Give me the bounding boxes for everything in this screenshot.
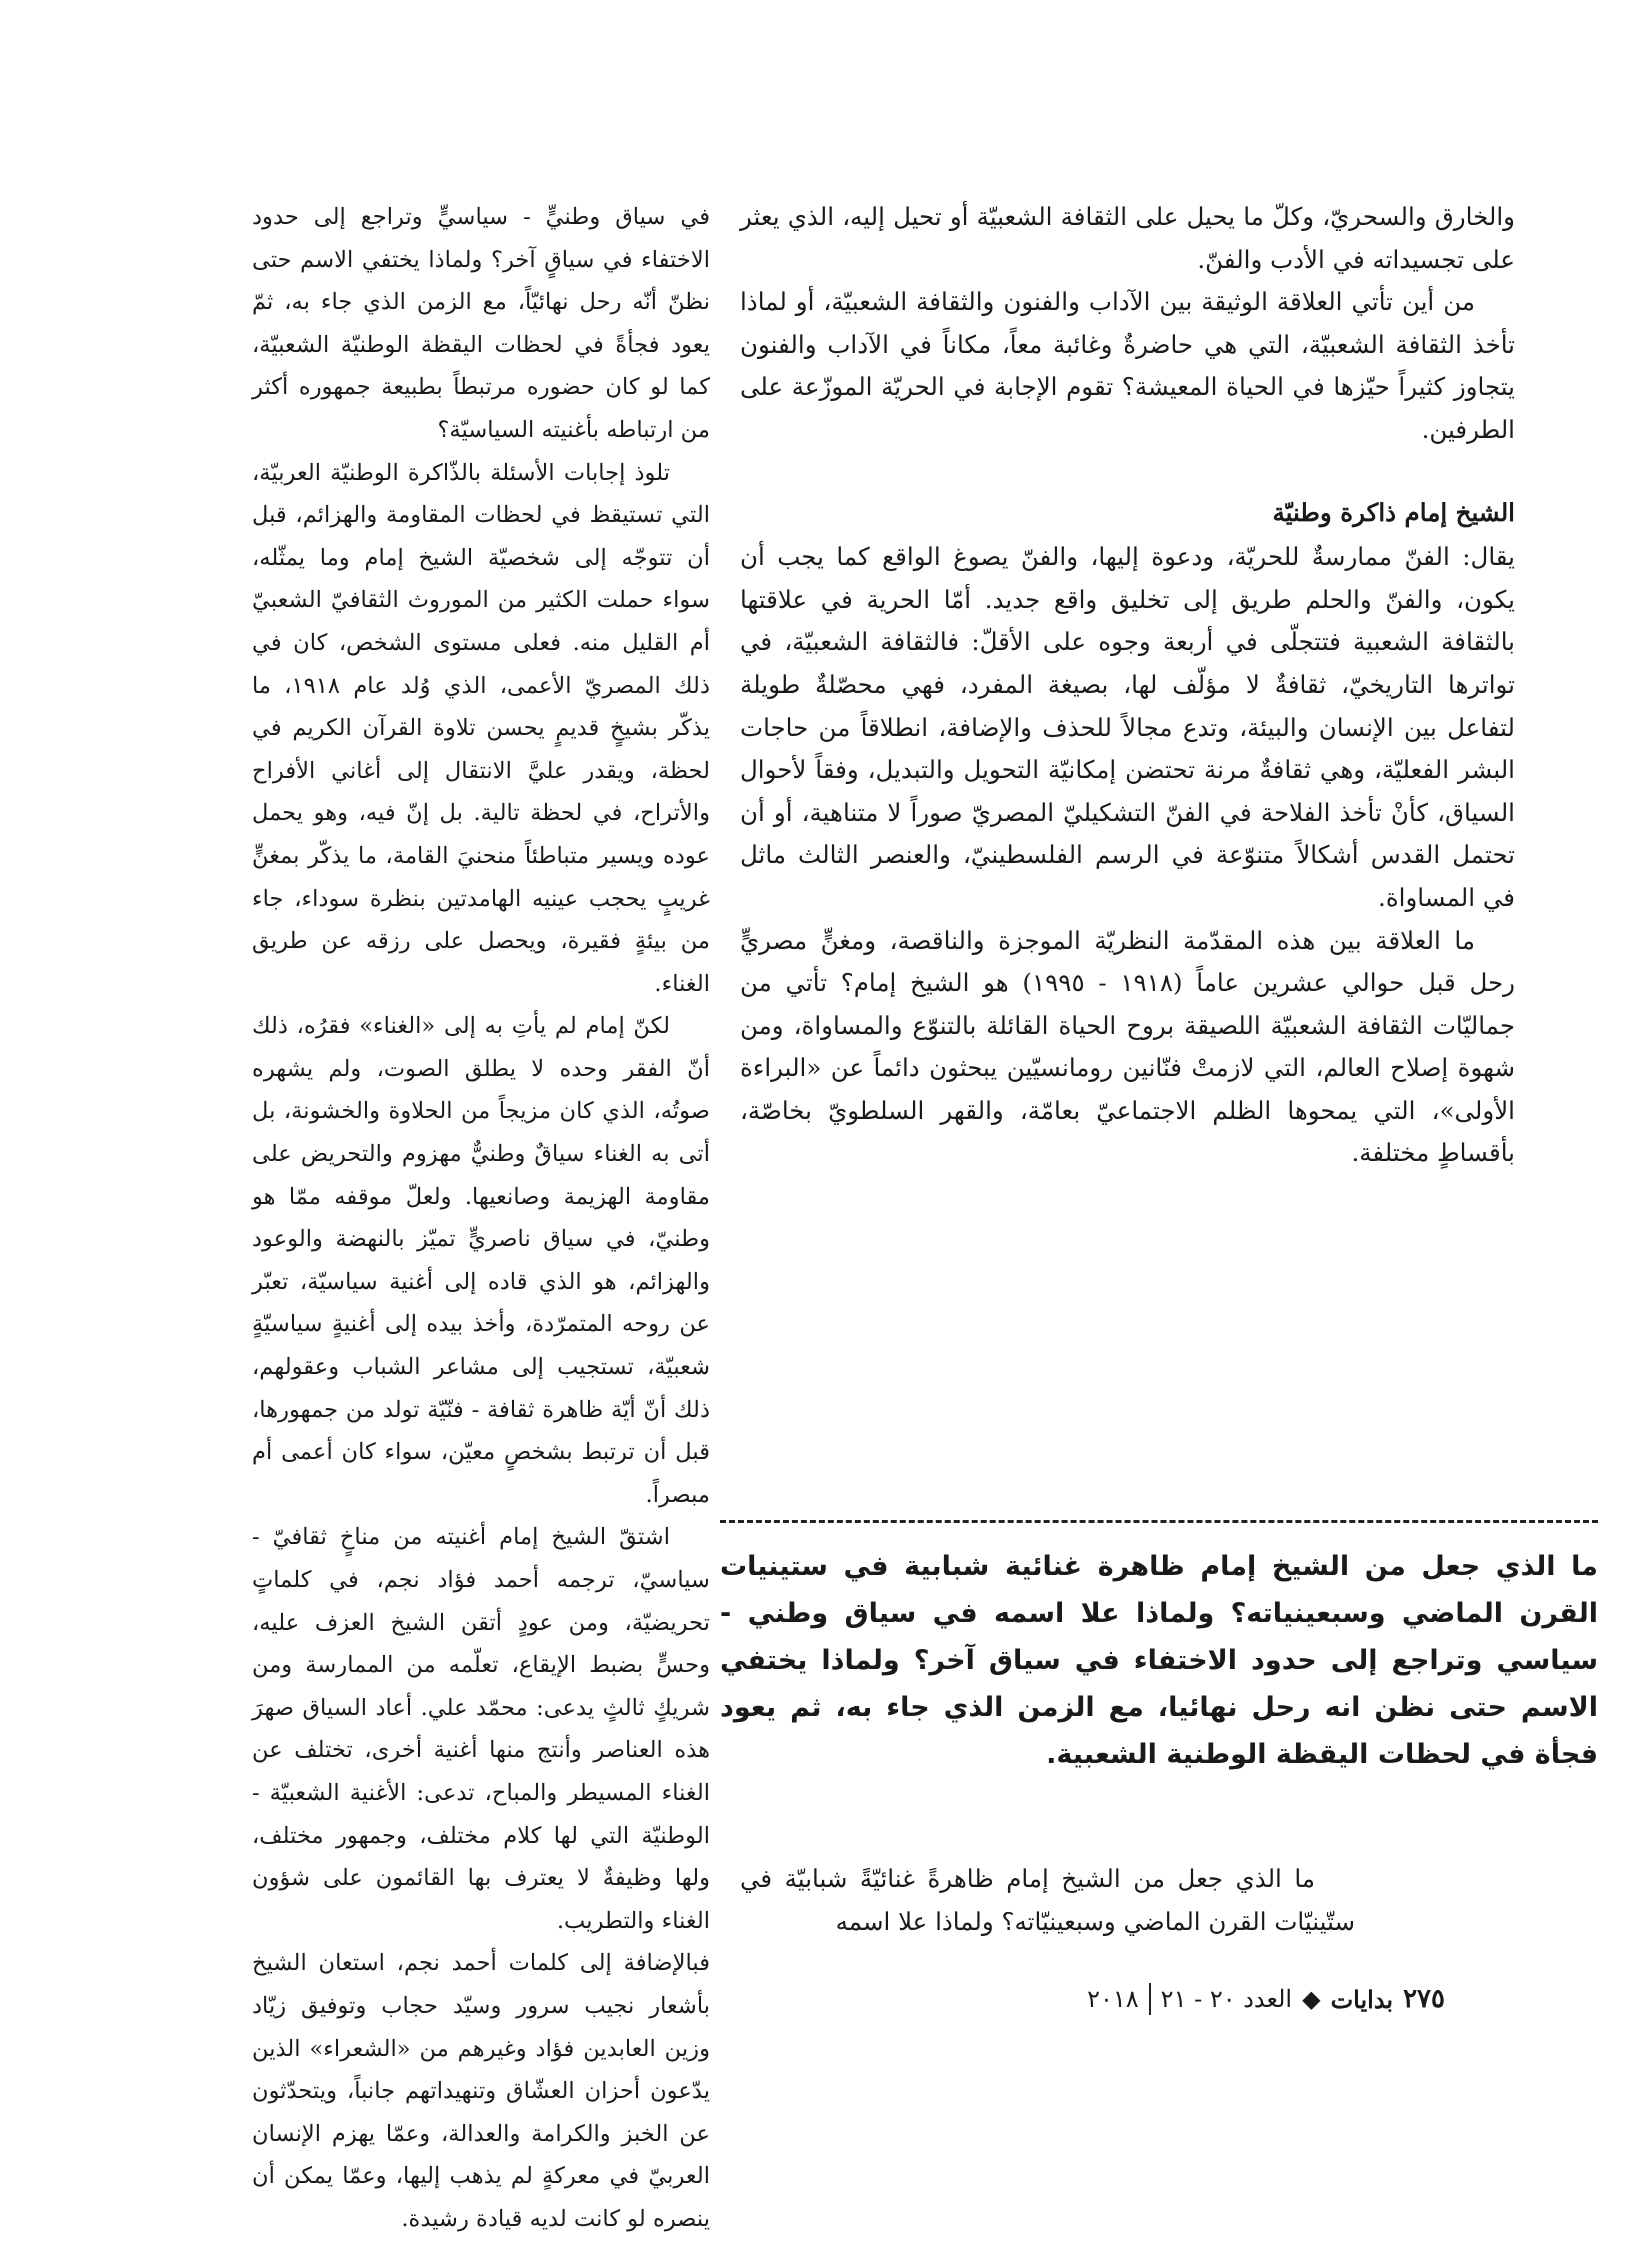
paragraph: اشتقّ الشيخ إمام أغنيته من مناخٍ ثقافيّ - سياسيّ، ترجمه أحمد فؤاد نجم، في كلماتٍ تحريضيّة، ومن عودٍ أتقن الشيخ العزف عليه، وحسٍّ بضبط الإيقاع، تعلّمه من الممارسة ومن شريكٍ ثالثٍ يدعى: محمّد علي. أعاد السياق صهرَ هذه العناصر وأنتج منها أغنية أخرى، تختلف عن الغناء المسيطر والمباح، تدعى: الأغنية الشعبيّة - الوطنيّة التي لها كلام مختلف، وجمهور مختلف، ولها وظيفةٌ لا يعترف بها القائمون على شؤون الغناء والتطريب.	[252, 1524, 710, 1934]
paragraph: لكنّ إمام لم يأتِ به إلى «الغناء» فقرُه، ذلك أنّ الفقر وحده لا يطلق الصوت، ولم يشهره صوتُه، الذي كان مزيجاً من الحلاوة والخشونة، بل أتى به الغناء سياقٌ وطنيٌّ مهزوم والتحريض على مقاومة الهزيمة وصانعيها. ولعلّ موقفه ممّا هو وطنيّ، في سياق ناصريٍّ تميّز بالنهضة والوعود والهزائم، هو الذي قاده إلى أغنية سياسيّة، تعبّر عن روحه المتمرّدة، وأخذ بيده إلى أغنيةٍ سياسيّةٍ شعبيّة، تستجيب إلى مشاعر الشباب وعقولهم، ذلك أنّ أيّة ظاهرة ثقافة - فنّيّة تولد من جمهورها، قبل أن ترتبط بشخصٍ معيّن، سواء كان أعمى أم مبصراً.	[252, 1013, 710, 1508]
paragraph: والخارق والسحريّ، وكلّ ما يحيل على الثقافة الشعبيّة أو تحيل إليه، الذي يعثر على تجسيداته في الأدب والفنّ.	[740, 202, 1515, 274]
page-number: ٢٧٥	[1403, 1984, 1445, 2014]
footer-divider	[1149, 1983, 1151, 2015]
paragraph: يقال: الفنّ ممارسةٌ للحريّة، ودعوة إليها، والفنّ يصوغ الواقع كما يجب أن يكون، والفنّ والحلم طريق إلى تخليق واقع جديد. أمّا الحرية في علاقتها بالثقافة الشعبية فتتجلّى في أربعة وجوه على الأقلّ: فالثقافة الشعبيّة، في تواترها التاريخيّ، ثقافةٌ لا مؤلّف لها، بصيغة المفرد، فهي محصّلةٌ طويلة لتفاعل بين الإنسان والبيئة، وتدع مجالاً للحذف والإضافة، انطلاقاً من حاجات البشر الفعليّة، وهي ثقافةٌ مرنة تحتضن إمكانيّة التحويل والتبديل، وفقاً لأحوال السياق، كأنْ تأخذ الفلاحة في الفنّ التشكيليّ المصريّ صوراً لا متناهية، أو أن تحتمل القدس أشكالاً متنوّعة في الرسم الفلسطينيّ، والعنصر الثالث ماثل في المساواة.	[740, 542, 1515, 912]
paragraph: فبالإضافة إلى كلمات أحمد نجم، استعان الشيخ بأشعار نجيب سرور وسيّد حجاب وتوفيق زيّاد وزين العابدين فؤاد وغيرهم من «الشعراء» الذين يدّعون أحزان العشّاق وتنهيداتهم جانباً، ويتحدّثون عن الخبز والكرامة والعدالة، وعمّا يهزم الإنسان العربيّ في معركةٍ لم يذهب إليها، وعمّا يمكن أن ينصره لو كانت لديه قيادة رشيدة.	[252, 1950, 710, 2232]
paragraph: في سياق وطنيٍّ - سياسيٍّ وتراجع إلى حدود الاختفاء في سياقٍ آخر؟ ولماذا يختفي الاسم حتى نظنّ أنّه رحل نهائيّاً، مع الزمن الذي جاء به، ثمّ يعود فجأةً في لحظات اليقظة الوطنيّة الشعبيّة، كما لو كان حضوره مرتبطاً بطبيعة جمهوره أكثر من ارتباطه بأغنيته السياسيّة؟	[252, 204, 710, 443]
pull-quote-text: ما الذي جعل من الشيخ إمام ظاهرة غنائية شبابية في ستينيات القرن الماضي وسبعينياته؟ ولماذا علا اسمه في سياق وطني - سياسي وتراجع إلى حدود الاختفاء في سياق آخر؟ ولماذا يختفي الاسم حتى نظن انه رحل نهائيا، مع الزمن الذي جاء به، ثم يعود فجأة في لحظات اليقظة الوطنية الشعبية.	[720, 1551, 1598, 1770]
pull-quote	[720, 1520, 1598, 1778]
paragraph: من أين تأتي العلاقة الوثيقة بين الآداب والفنون والثقافة الشعبيّة، أو لماذا تأخذ الثقافة الشعبيّة، التي هي حاضرةٌ وغائبة معاً، مكاناً في الآداب والفنون يتجاوز كثيراً حيّزها في الحياة المعيشة؟ تقوم الإجابة في الحريّة الموزّعة على الطرفين.	[740, 287, 1515, 444]
issue-year: ٢٠١٨	[1087, 1985, 1139, 2013]
left-column	[252, 196, 710, 2241]
page-footer	[300, 1979, 1445, 2019]
section-heading: الشيخ إمام ذاكرة وطنيّة	[1272, 497, 1515, 527]
diamond-bullet-icon: ◆	[1302, 1985, 1321, 2013]
paragraph: ما الذي جعل من الشيخ إمام ظاهرةً غنائيّةً شبابيّة في ستّينيّات القرن الماضي وسبعينيّاته؟ ولماذا علا اسمه	[740, 1864, 1355, 1936]
journal-name: بدايات	[1330, 1984, 1394, 2014]
issue-number: العدد ٢٠ - ٢١	[1160, 1985, 1293, 2013]
right-column-bottom	[740, 1858, 1355, 1943]
right-column-top	[740, 196, 1515, 1175]
paragraph: ما العلاقة بين هذه المقدّمة النظريّة الموجزة والناقصة، ومغنٍّ مصريٍّ رحل قبل حوالي عشرين عاماً (١٩١٨ - ١٩٩٥) هو الشيخ إمام؟ تأتي من جماليّات الثقافة الشعبيّة اللصيقة بروح الحياة القائلة بالتنوّع والمساواة، ومن شهوة إصلاح العالم، التي لازمتْ فنّانين رومانسيّين يبحثون دائماً عن «البراءة الأولى»، التي يمحوها الظلم الاجتماعيّ بعامّة، والقهر السلطويّ بخاصّة، بأقساطٍ مختلفة.	[740, 925, 1515, 1168]
paragraph: تلوذ إجابات الأسئلة بالذّاكرة الوطنيّة العربيّة، التي تستيقظ في لحظات المقاومة والهزائم، قبل أن تتوجّه إلى شخصيّة الشيخ إمام وما يمثّله، سواء حملت الكثير من الموروث الثقافيّ الشعبيّ أم القليل منه. فعلى مستوى الشخص، كان في ذلك المصريّ الأعمى، الذي وُلد عام ١٩١٨، ما يذكّر بشيخٍ قديمٍ يحسن تلاوة القرآن الكريم في لحظة، ويقدر عليَّ الانتقال إلى أغاني الأفراح والأتراح، في لحظة تالية. بل إنّ فيه، وهو يحمل عوده ويسير متباطئاً منحنيَ القامة، ما يذكّر بمغنٍّ غريبٍ يحجب عينيه الهامدتين بنظرة سوداء، جاء من بيئةٍ فقيرة، ويحصل على رزقه عن طريق الغناء.	[252, 459, 711, 997]
dashed-divider	[720, 1520, 1598, 1523]
